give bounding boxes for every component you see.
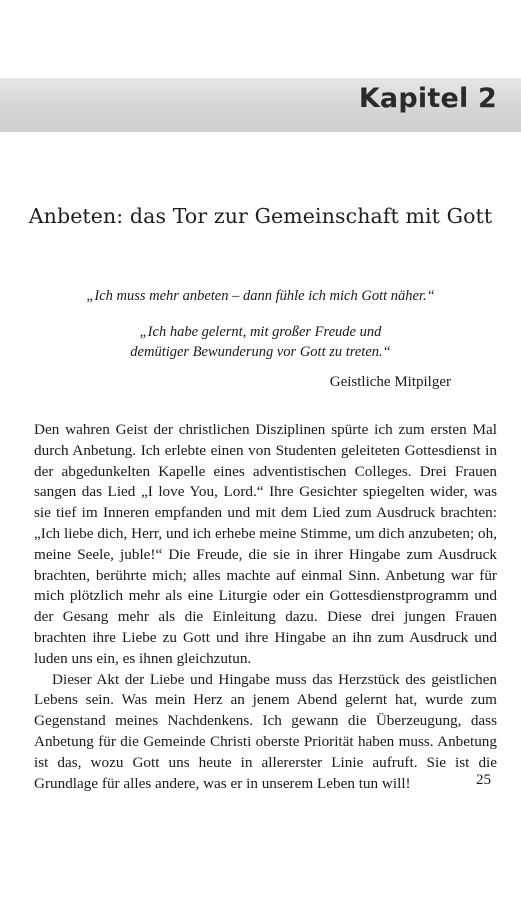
epigraph-attribution: Geistliche Mitpilger (329, 374, 451, 390)
epigraph-quote-2-line-1: „Ich habe gelernt, mit großer Freude und (139, 324, 382, 340)
epigraph-quote-2-line-2: demütiger Bewunderung vor Gott zu treten.“ (130, 344, 391, 360)
body-paragraph-2: Dieser Akt der Liebe und Hingabe muss das Herzstück des geistlichen Lebens sein. Was mein Herz an jenem Abend gelernt hat, wurde zum Gegenstand meines Nachdenkens. Ich gewann die Überzeugung, dass Anbetung für die Gemeinde Christi oberste Priorität haben muss. Anbetung ist das, wozu Gott uns heute in allererster Linie aufruft. Sie ist die Grundlage für alles andere, was er in unserem Leben tun will! (34, 670, 497, 792)
body-text (34, 420, 497, 794)
epigraph-quote-2 (0, 322, 521, 362)
epigraph-quote-1: „Ich muss mehr anbeten – dann fühle ich mich Gott näher.“ (86, 288, 435, 304)
page-number: 25 (476, 772, 491, 788)
body-paragraph-1: Den wahren Geist der christlichen Disziplinen spürte ich zum ersten Mal durch Anbetung. Ich erlebte einen von Studenten geleiteten Gottesdienst in der abgedunkelten Kapelle eines adventistischen Colleges. Drei Frauen sangen das Lied „I love You, Lord.“ Ihre Gesichter spiegelten wider, was sie tief im Inneren empfanden und mit dem Lied zum Ausdruck brachten: „Ich liebe dich, Herr, und ich erhebe meine Stimme, um dich anzubeten; oh, meine Seele, juble!“ Die Freude, die sie in ihrer Hingabe zum Ausdruck brachten, berührte mich; alles machte auf einmal Sinn. Anbetung war für mich plötzlich mehr als eine Liturgie oder ein Gottesdienstprogramm und der Gesang mehr als die Einleitung dazu. Diese drei jungen Frauen brachten ihre Liebe zu Gott und ihre Hingabe an ihn zum Ausdruck und luden uns ein, es ihnen gleichzutun. (34, 421, 497, 667)
chapter-title: Anbeten: das Tor zur Gemeinschaft mit Gott (28, 204, 493, 228)
chapter-label: Kapitel 2 (358, 83, 497, 114)
